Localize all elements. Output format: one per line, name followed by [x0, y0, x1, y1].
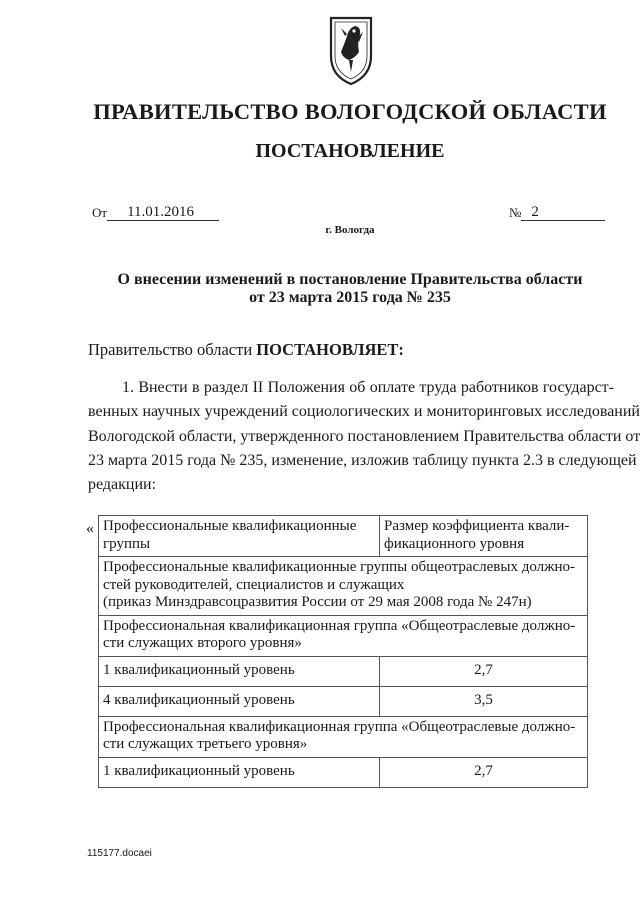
group-line: Профессиональные квалификационные группы общеотраслевых должно-	[103, 559, 576, 575]
header-cell-coefficient: Размер коэффициента квали-фикационного уровня	[380, 516, 588, 557]
level-cell: 4 квалификационный уровень	[99, 686, 380, 716]
government-title: ПРАВИТЕЛЬСТВО ВОЛОГОДСКОЙ ОБЛАСТИ	[93, 99, 607, 124]
document-number	[509, 204, 605, 221]
value-cell: 2,7	[380, 656, 588, 686]
subject-line: от 23 марта 2015 года № 235	[249, 289, 451, 306]
paragraph-line: Вологодской области, утвержденного постановлением Правительства области от	[88, 427, 640, 445]
paragraph-line: венных научных учреждений социологических и мониторинговых исследований	[88, 403, 640, 421]
resolves-keyword: ПОСТАНОВЛЯЕТ:	[256, 340, 404, 359]
coat-of-arms-emblem	[327, 12, 375, 86]
date-value: 11.01.2016	[107, 204, 219, 221]
table-row	[99, 757, 588, 787]
table-row	[99, 656, 588, 686]
city-label: г. Вологда	[325, 224, 375, 236]
opening-quote: «	[86, 520, 94, 537]
paragraph-line: 23 марта 2015 года № 235, изменение, изложив таблицу пункта 2.3 в следующей	[88, 451, 637, 469]
level-cell: 1 квалификационный уровень	[99, 656, 380, 686]
footer-file-name: 115177.docaei	[87, 848, 152, 859]
group-line: Профессиональная квалификационная группа «Общеотраслевые должно-	[103, 718, 576, 735]
document-type: ПОСТАНОВЛЕНИЕ	[255, 140, 445, 162]
resolves-prefix: Правительство области	[88, 340, 253, 359]
number-value: 2	[521, 204, 605, 221]
resolves-statement	[88, 340, 404, 360]
paragraph-1	[88, 376, 640, 497]
group-line: Профессиональная квалификационная группа «Общеотраслевые должно-	[103, 617, 576, 634]
group-row	[99, 716, 588, 757]
group-cell	[99, 716, 588, 757]
table-row	[99, 686, 588, 716]
group-line: сти служащих второго уровня»	[103, 635, 302, 651]
group-line: (приказ Минздравсоцразвития России от 29 мая 2008 года № 247н)	[103, 594, 532, 610]
group-cell	[99, 615, 588, 656]
document-date	[92, 204, 219, 221]
header-cell-groups: Профессиональные квалификационные группы	[99, 516, 380, 557]
paragraph-line: 1. Внести в раздел II Положения об оплате труда работников государст-	[122, 379, 614, 396]
table-header-row	[99, 516, 588, 557]
group-row	[99, 557, 588, 616]
subject-line: О внесении изменений в постановление Правительства области	[117, 271, 583, 288]
value-cell: 3,5	[380, 686, 588, 716]
group-line: стей руководителей, специалистов и служащих	[103, 576, 405, 593]
group-line: сти служащих третьего уровня»	[103, 736, 308, 752]
group-row	[99, 615, 588, 656]
date-prefix: От	[92, 205, 108, 220]
value-cell: 2,7	[380, 757, 588, 787]
document-subject	[0, 271, 640, 307]
group-cell	[99, 557, 588, 616]
paragraph-line: редакции:	[88, 476, 157, 494]
level-cell: 1 квалификационный уровень	[99, 757, 380, 787]
number-prefix: №	[509, 205, 522, 220]
coefficient-table	[98, 515, 588, 788]
